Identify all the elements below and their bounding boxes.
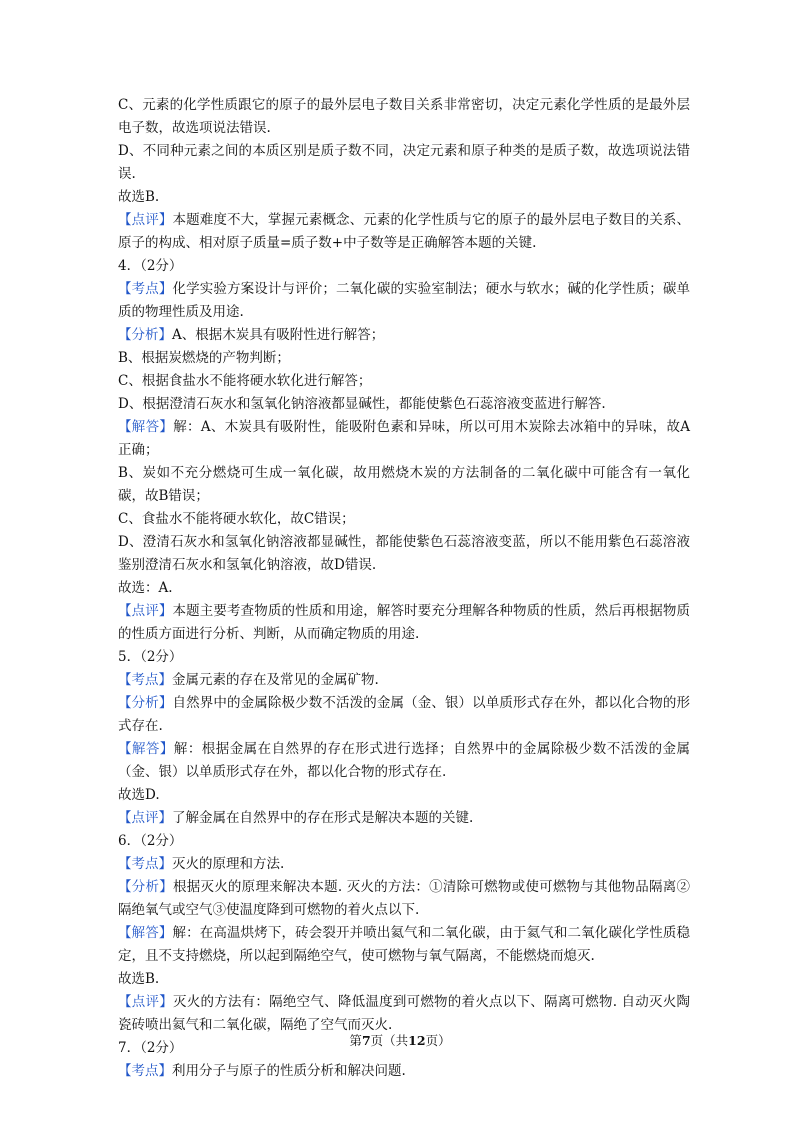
- document-body: [118, 94, 690, 1083]
- paragraph: [118, 393, 690, 416]
- section-tag: 【解答】: [118, 925, 173, 941]
- paragraph-text: A、根据木炭具有吸附性进行解答；: [172, 327, 385, 343]
- section-tag: 【点评】: [118, 212, 173, 228]
- paragraph-text: 故选D.: [118, 787, 160, 803]
- paragraph-text: 故选：A.: [118, 580, 173, 596]
- paragraph: [118, 370, 690, 393]
- footer-page-number: 7: [361, 1033, 371, 1048]
- section-tag: 【考点】: [118, 1063, 172, 1079]
- paragraph-text: B、根据炭燃烧的产物判断；: [118, 350, 290, 366]
- paragraph-text: 根据灭火的原理来解决本题. 灭火的方法：①清除可燃物或使可燃物与其他物品隔离②隔绝氧气或空气③使温度降到可燃物的着火点以下.: [118, 879, 690, 918]
- paragraph-text: C、元素的化学性质跟它的原子的最外层电子数目关系非常密切，决定元素化学性质的是最外层电子数，故选项说法错误.: [118, 97, 690, 136]
- paragraph: [118, 255, 690, 278]
- section-tag: 【分析】: [118, 879, 173, 895]
- paragraph: [118, 807, 690, 830]
- paragraph-text: D、不同种元素之间的本质区别是质子数不同，决定元素和原子种类的是质子数，故选项说法错误.: [118, 143, 690, 182]
- section-tag: 【点评】: [118, 810, 172, 826]
- footer-total-pages: 12: [408, 1033, 426, 1048]
- paragraph-text: 解：根据金属在自然界的存在形式进行选择；自然界中的金属除极少数不活泼的金属（金、银）以单质形式存在外，都以化合物的形式存在.: [118, 741, 691, 780]
- paragraph: [118, 508, 690, 531]
- paragraph: [118, 853, 690, 876]
- paragraph: [118, 600, 690, 646]
- paragraph: [118, 738, 690, 784]
- section-tag: 【分析】: [118, 695, 173, 711]
- paragraph: [118, 830, 690, 853]
- paragraph: [118, 94, 690, 140]
- paragraph: [118, 186, 690, 209]
- paragraph-text: D、澄清石灰水和氢氧化钠溶液都显碱性，都能使紫色石蕊溶液变蓝，所以不能用紫色石蕊溶液鉴别澄清石灰水和氢氧化钠溶液，故D错误.: [118, 534, 690, 573]
- paragraph-text: 了解金属在自然界中的存在形式是解决本题的关键.: [172, 810, 474, 826]
- paragraph-text: 本题难度不大，掌握元素概念、元素的化学性质与它的原子的最外层电子数目的关系、原子的构成、相对原子质量=质子数+中子数等是正确解答本题的关键.: [118, 212, 691, 251]
- paragraph-text: 4．（2分）: [118, 258, 183, 274]
- paragraph-text: 灭火的原理和方法.: [172, 856, 285, 872]
- paragraph: [118, 692, 690, 738]
- paragraph-text: 故选B.: [118, 971, 160, 987]
- paragraph-text: 解：在高温烘烤下，砖会裂开并喷出氦气和二氧化碳，由于氦气和二氧化碳化学性质稳定，且不支持燃烧，所以起到隔绝空气，使可燃物与氧气隔离，不能燃烧而熄灭.: [118, 925, 691, 964]
- section-tag: 【考点】: [118, 281, 173, 297]
- footer-prefix: 第: [349, 1033, 362, 1048]
- paragraph-text: 本题主要考查物质的性质和用途，解答时要充分理解各种物质的性质，然后再根据物质的性质方面进行分析、判断，从而确定物质的用途.: [118, 603, 691, 642]
- paragraph: [118, 968, 690, 991]
- paragraph-text: 利用分子与原子的性质分析和解决问题.: [172, 1063, 406, 1079]
- paragraph: [118, 462, 690, 508]
- paragraph-text: C、根据食盐水不能将硬水软化进行解答；: [118, 373, 372, 389]
- paragraph: [118, 416, 690, 462]
- paragraph-text: C、食盐水不能将硬水软化，故C错误；: [118, 511, 355, 527]
- paragraph: [118, 347, 690, 370]
- paragraph-text: 解：A、木炭具有吸附性，能吸附色素和异味，所以可用木炭除去冰箱中的异味，故A正确；: [118, 419, 691, 458]
- paragraph-text: 故选B.: [118, 189, 160, 205]
- paragraph-text: 灭火的方法有：隔绝空气、降低温度到可燃物的着火点以下、隔离可燃物. 自动灭火陶瓷砖喷出氦气和二氧化碳，隔绝了空气而灭火.: [118, 994, 690, 1033]
- footer-suffix: 页）: [425, 1033, 451, 1048]
- section-tag: 【解答】: [118, 741, 174, 757]
- paragraph: [118, 646, 690, 669]
- page-footer: [0, 1031, 800, 1049]
- paragraph: [118, 209, 690, 255]
- paragraph: [118, 784, 690, 807]
- paragraph-text: 5．（2分）: [118, 649, 183, 665]
- paragraph: [118, 577, 690, 600]
- paragraph: [118, 531, 690, 577]
- paragraph-text: 6．（2分）: [118, 833, 183, 849]
- paragraph: [118, 876, 690, 922]
- section-tag: 【考点】: [118, 672, 172, 688]
- paragraph: [118, 1060, 690, 1083]
- paragraph: [118, 922, 690, 968]
- paragraph-text: B、炭如不充分燃烧可生成一氧化碳，故用燃烧木炭的方法制备的二氧化碳中可能含有一氧化碳，故B错误；: [118, 465, 690, 504]
- section-tag: 【解答】: [118, 419, 174, 435]
- paragraph-text: 自然界中的金属除极少数不活泼的金属（金、银）以单质形式存在外，都以化合物的形式存在.: [118, 695, 691, 734]
- paragraph: [118, 140, 690, 186]
- section-tag: 【分析】: [118, 327, 172, 343]
- section-tag: 【点评】: [118, 994, 173, 1010]
- paragraph-text: D、根据澄清石灰水和氢氧化钠溶液都显碱性，都能使紫色石蕊溶液变蓝进行解答.: [118, 396, 606, 412]
- paragraph-text: 化学实验方案设计与评价；二氧化碳的实验室制法；硬水与软水；碱的化学性质；碳单质的物理性质及用途.: [118, 281, 691, 320]
- paragraph: [118, 669, 690, 692]
- paragraph-text: 金属元素的存在及常见的金属矿物.: [172, 672, 379, 688]
- section-tag: 【考点】: [118, 856, 172, 872]
- footer-middle: 页（共: [370, 1033, 409, 1048]
- section-tag: 【点评】: [118, 603, 173, 619]
- paragraph: [118, 278, 690, 324]
- paragraph: [118, 324, 690, 347]
- paragraph-text: 7．（2分）: [118, 1040, 183, 1056]
